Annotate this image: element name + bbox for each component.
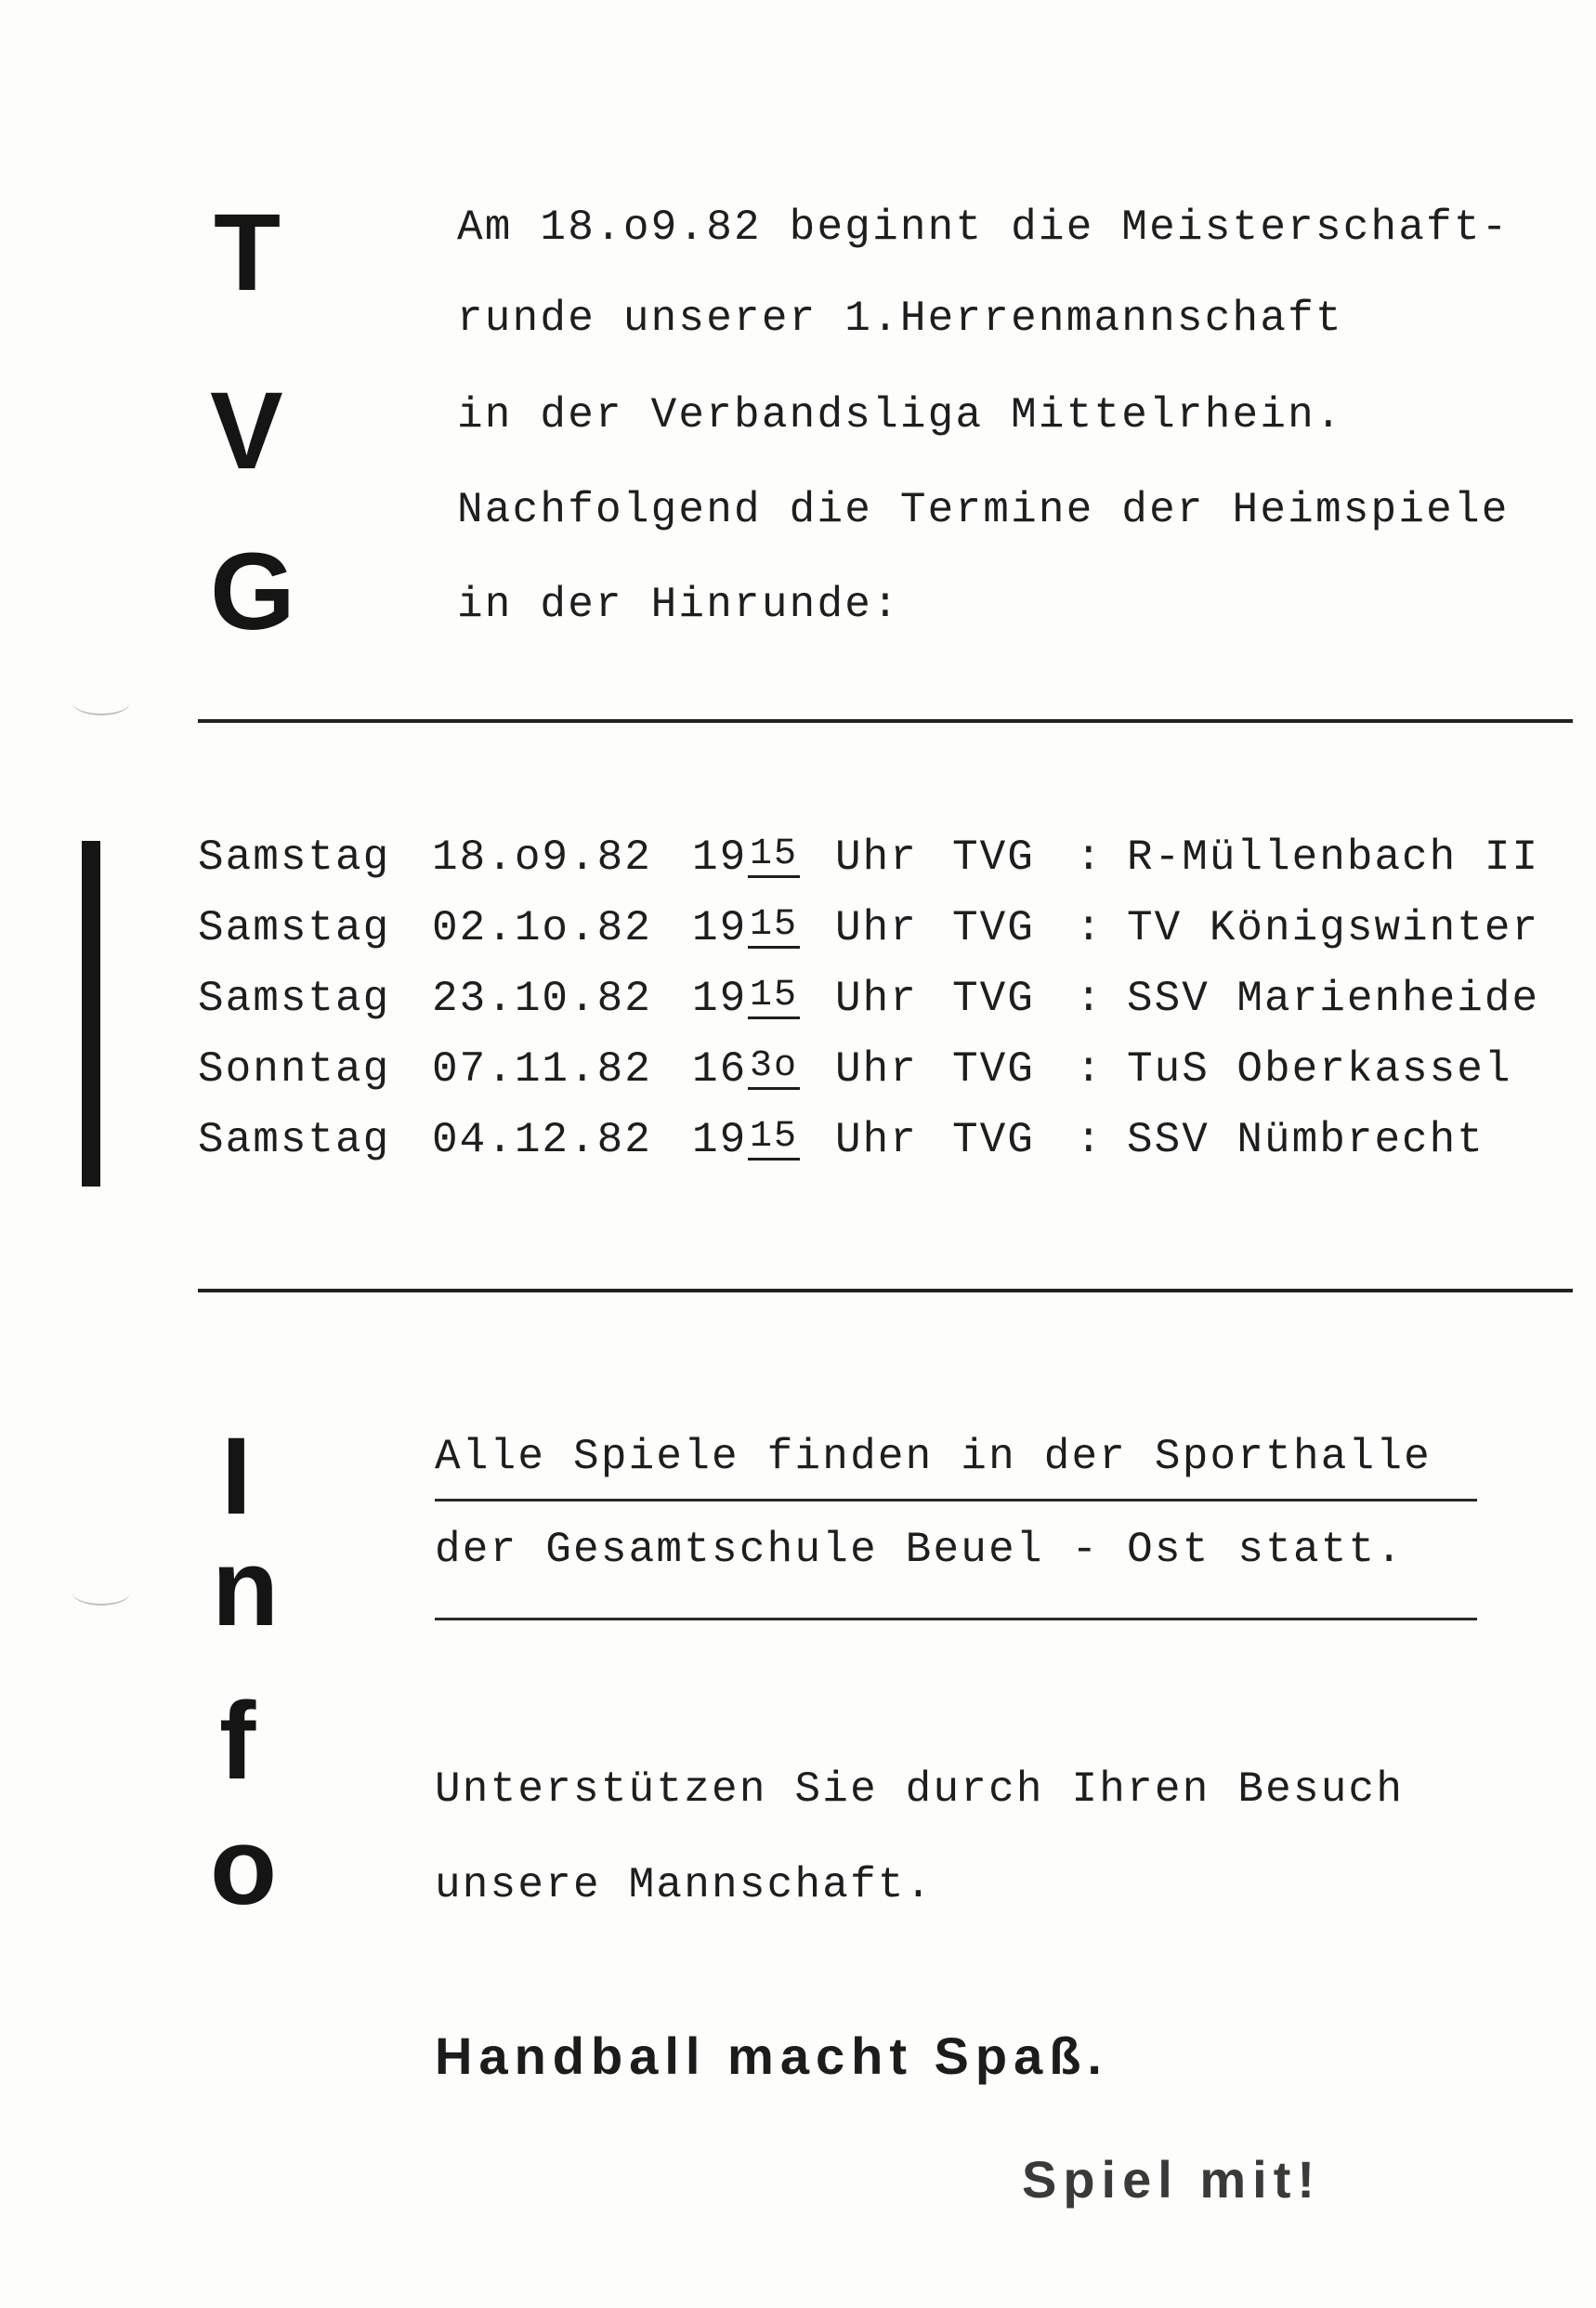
schedule-separator: :: [1076, 1045, 1104, 1094]
schedule-minutes: 15: [748, 1119, 800, 1161]
side-letter-n: n: [212, 1527, 280, 1649]
schedule-opponent: TV Königswinter: [1127, 904, 1540, 952]
punch-hole-mark-bottom: [72, 1580, 130, 1606]
schedule-day: Sonntag: [198, 1045, 391, 1094]
schedule-hour: 19: [692, 1116, 748, 1164]
schedule-date: 23.10.82: [432, 975, 652, 1023]
schedule-unit: Uhr: [835, 904, 918, 952]
schedule-separator: :: [1076, 1116, 1104, 1164]
side-letter-t: T: [214, 191, 281, 314]
divider-bottom: [198, 1289, 1573, 1292]
schedule-day: Samstag: [198, 904, 391, 952]
slogan-play-along: Spiel mit!: [1022, 2150, 1322, 2209]
venue-line-2: der Gesamtschule Beuel - Ost statt.: [435, 1526, 1405, 1574]
schedule-row-5: [198, 1098, 1573, 1163]
schedule-unit: Uhr: [835, 975, 918, 1023]
side-letter-g: G: [210, 531, 295, 653]
schedule-minutes: 15: [748, 836, 800, 878]
schedule-day: Samstag: [198, 1116, 391, 1164]
schedule-opponent: TuS Oberkassel: [1127, 1045, 1512, 1094]
schedule-date: 07.11.82: [432, 1045, 652, 1094]
support-line-1: Unterstützen Sie durch Ihren Besuch: [435, 1765, 1405, 1814]
schedule-unit: Uhr: [835, 833, 918, 882]
intro-line-5: in der Hinrunde:: [457, 581, 900, 629]
intro-line-4: Nachfolgend die Termine der Heimspiele: [457, 486, 1510, 534]
schedule-row-4: [198, 1028, 1573, 1093]
schedule-home-team: TVG: [952, 975, 1035, 1023]
venue-underline-2: [435, 1618, 1477, 1620]
schedule-opponent: R-Müllenbach II: [1127, 833, 1540, 882]
schedule-date: 18.o9.82: [432, 833, 652, 882]
schedule-hour: 16: [692, 1045, 748, 1094]
schedule-hour: 19: [692, 975, 748, 1023]
schedule-minutes: 15: [748, 977, 800, 1019]
schedule-unit: Uhr: [835, 1045, 918, 1094]
schedule-home-team: TVG: [952, 833, 1035, 882]
schedule-day: Samstag: [198, 975, 391, 1023]
schedule-separator: :: [1076, 833, 1104, 882]
venue-underline-1: [435, 1499, 1477, 1502]
intro-line-1: Am 18.o9.82 beginnt die Meisterschaft-: [457, 203, 1510, 252]
punch-hole-mark-top: [72, 689, 130, 715]
side-letter-o: o: [210, 1805, 278, 1928]
schedule-separator: :: [1076, 975, 1104, 1023]
intro-line-2: runde unserer 1.Herrenmannschaft: [457, 295, 1343, 343]
schedule-home-team: TVG: [952, 904, 1035, 952]
schedule-day: Samstag: [198, 833, 391, 882]
schedule-minutes: 3o: [748, 1048, 800, 1090]
side-letter-i: I: [221, 1415, 252, 1538]
schedule-minutes: 15: [748, 907, 800, 949]
schedule-opponent: SSV Nümbrecht: [1127, 1116, 1485, 1164]
schedule-hour: 19: [692, 833, 748, 882]
schedule-row-2: [198, 886, 1573, 951]
schedule-home-team: TVG: [952, 1116, 1035, 1164]
schedule-date: 04.12.82: [432, 1116, 652, 1164]
slogan-handball: Handball macht Spaß.: [435, 2026, 1108, 2085]
schedule-unit: Uhr: [835, 1116, 918, 1164]
schedule-separator: :: [1076, 904, 1104, 952]
schedule-home-team: TVG: [952, 1045, 1035, 1094]
schedule-opponent: SSV Marienheide: [1127, 975, 1540, 1023]
side-letter-f: f: [219, 1680, 256, 1803]
intro-line-3: in der Verbandsliga Mittelrhein.: [457, 391, 1343, 439]
venue-line-1: Alle Spiele finden in der Sporthalle: [435, 1433, 1432, 1481]
side-letter-v: V: [210, 370, 283, 492]
divider-top: [198, 719, 1573, 723]
schedule-row-1: [198, 816, 1573, 881]
support-line-2: unsere Mannschaft.: [435, 1861, 934, 1909]
schedule-date: 02.1o.82: [432, 904, 652, 952]
schedule-row-3: [198, 957, 1573, 1022]
margin-bar: [82, 841, 100, 1187]
schedule-hour: 19: [692, 904, 748, 952]
